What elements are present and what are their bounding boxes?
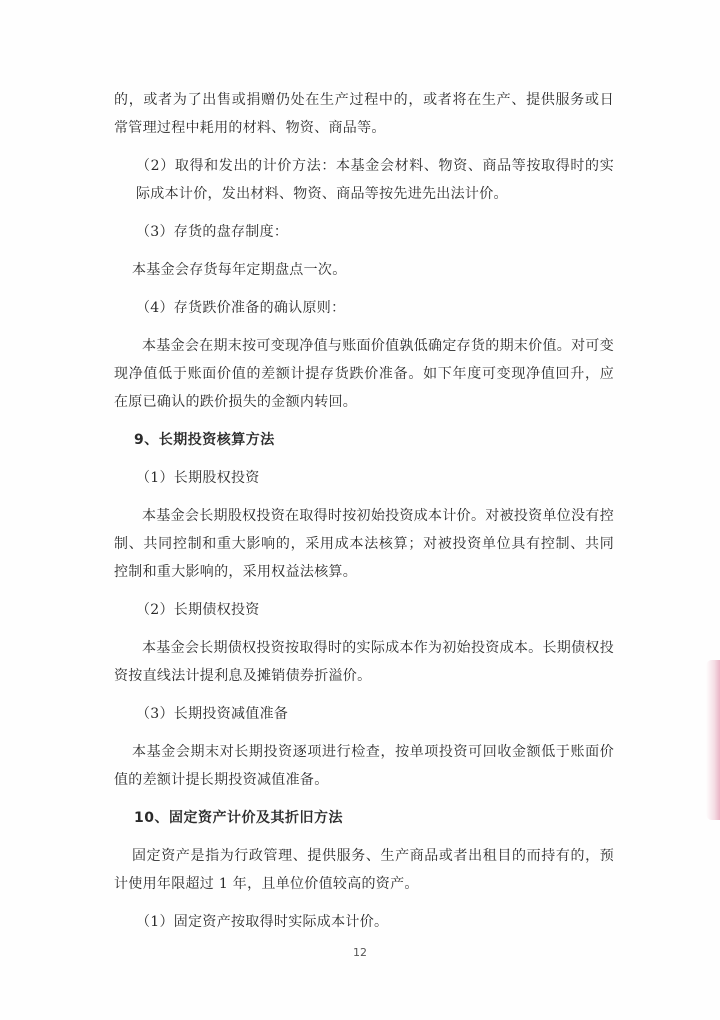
paragraph-10: 本基金会长期债权投资按取得时的实际成本作为初始投资成本。长期债权投资按直线法计提利息及摊销债券折溢价。 [114,640,614,684]
paragraph-9: （2）长期债权投资 [136,602,260,618]
seal-stamp-edge [706,660,720,820]
section-heading-10: 10、固定资产计价及其折旧方法 [134,810,343,826]
paragraph-12: 本基金会期末对长期投资逐项进行检查，按单项投资可回收金额低于账面价值的差额计提长期投资减值准备。 [114,744,614,788]
paragraph-3: 本基金会存货每年定期盘点一次。 [132,262,347,278]
paragraph-1: （2）取得和发出的计价方法：本基金会材料、物资、商品等按取得时的实际成本计价，发出材料、物资、商品等按先进先出法计价。 [136,158,614,202]
paragraph-4: （4）存货跌价准备的确认原则： [136,300,346,316]
paragraph-11: （3）长期投资减值准备 [136,706,289,722]
paragraph-2: （3）存货的盘存制度： [136,224,289,240]
paragraph-0: 的，或者为了出售或捐赠仍处在生产过程中的，或者将在生产、提供服务或日常管理过程中耗用的材料、物资、商品等。 [114,92,614,136]
page-number: 12 [353,946,367,959]
paragraph-8: 本基金会长期股权投资在取得时按初始投资成本计价。对被投资单位没有控制、共同控制和重大影响的，采用成本法核算；对被投资单位具有控制、共同控制和重大影响的，采用权益法核算。 [114,508,614,580]
document-body [114,86,614,946]
section-heading-9: 9、长期投资核算方法 [134,432,275,448]
paragraph-14: 固定资产是指为行政管理、提供服务、生产商品或者出租目的而持有的，预计使用年限超过 1 年，且单位价值较高的资产。 [114,848,614,892]
paragraph-5: 本基金会在期末按可变现净值与账面价值孰低确定存货的期末价值。对可变现净值低于账面价值的差额计提存货跌价准备。如下年度可变现净值回升，应在原已确认的跌价损失的金额内转回。 [114,338,614,410]
paragraph-15: （1）固定资产按取得时实际成本计价。 [136,914,389,930]
paragraph-7: （1）长期股权投资 [136,470,260,486]
